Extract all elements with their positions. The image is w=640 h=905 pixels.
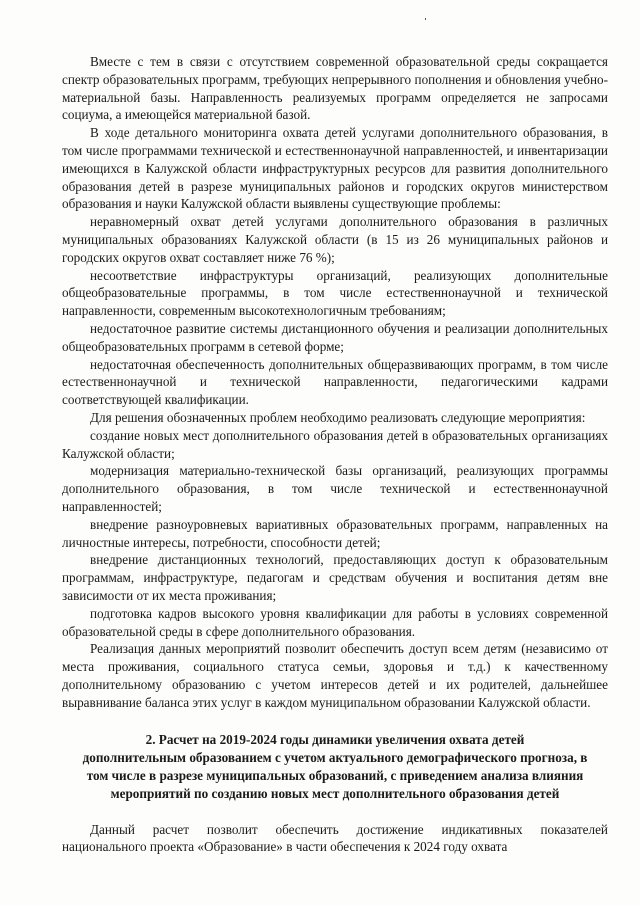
paragraph-intro: Вместе с тем в связи с отсутствием современной образовательной среды сокращается спектр образовательных программ, требующих непрерывного пополнения и обновления учебно-материальной базы. Направленность реализуемых программ определяется не запросами социума, а имеющейся материальной базой. — [62, 54, 608, 123]
scan-speck — [425, 18, 426, 20]
paragraph-outcome: Реализация данных мероприятий позволит обеспечить доступ всем детям (независимо от места проживания, социального статуса семьи, здоровья и т.д.) к качественному дополнительному образованию с учетом интересов детей и их родителей, дальнейшее выравнивание баланса этих услуг в каждом муниципальном образовании Калужской области. — [62, 641, 608, 710]
paragraph-measures-intro: Для решения обозначенных проблем необходимо реализовать следующие мероприятия: — [90, 409, 586, 425]
measure-item: подготовка кадров высокого уровня квалификации для работы в условиях современной образовательной среды в сфере дополнительного образования. — [62, 605, 608, 639]
document-body — [62, 53, 608, 856]
paragraph-monitoring: В ходе детального мониторинга охвата детей услугами дополнительного образования, в том числе программами технической и естественнонаучной направленностей, и инвентаризации имеющихся в Калужской области инфраструктурных ресурсов для развития дополнительного образования детей в разрезе муниципальных районов и городских округов министерством образования и науки Калужской области выявлены существующие проблемы: — [62, 125, 608, 212]
heading-line: 2. Расчет на 2019-2024 годы динамики увеличения охвата детей — [145, 732, 525, 748]
problem-item: несоответствие инфраструктуры организаций, реализующих дополнительные общеобразовательные программы, в том числе естественнонаучной и технической направленности, современным высокотехнологичным требованиям; — [62, 267, 608, 319]
problem-item: неравномерный охват детей услугами дополнительного образования в различных муниципальных образованиях Калужской области (в 15 из 26 муниципальных районов и городских округов охват составляет ниже 76 %); — [62, 214, 608, 265]
measure-item: создание новых мест дополнительного образования детей в образовательных организациях Калужской области; — [62, 427, 608, 461]
problem-item: недостаточное развитие системы дистанционного обучения и реализации дополнительных общеобразовательных программ в сетевой форме; — [62, 320, 608, 354]
paragraph-calculation: Данный расчет позволит обеспечить достижение индикативных показателей национального проекта «Образование» в части обеспечения к 2024 году охвата — [62, 821, 608, 855]
measure-item: внедрение дистанционных технологий, предоставляющих доступ к образовательным программам, инфраструктуре, педагогам и средствам обучения и воспитания детям вне зависимости от их места проживания; — [62, 552, 608, 603]
measure-item: внедрение разноуровневых вариативных образовательных программ, направленных на личностные интересы, потребности, способности детей; — [62, 516, 608, 550]
section-heading — [62, 731, 608, 802]
heading-line: мероприятий по созданию новых мест дополнительного образования детей — [110, 785, 560, 801]
problem-item: недостаточная обеспеченность дополнительных общеразвивающих программ, в том числе естественнонаучной и технической направленности, педагогическими кадрами соответствующей квалификации. — [62, 356, 608, 408]
heading-line: том числе в разрезе муниципальных образований, с приведением анализа влияния — [86, 768, 584, 784]
measure-item: модернизация материально-технической базы организаций, реализующих программы дополнительного образования, в том числе технической и естественнонаучной направленностей; — [62, 463, 608, 514]
heading-line: дополнительным образованием с учетом актуального демографического прогноза, в — [82, 750, 588, 766]
